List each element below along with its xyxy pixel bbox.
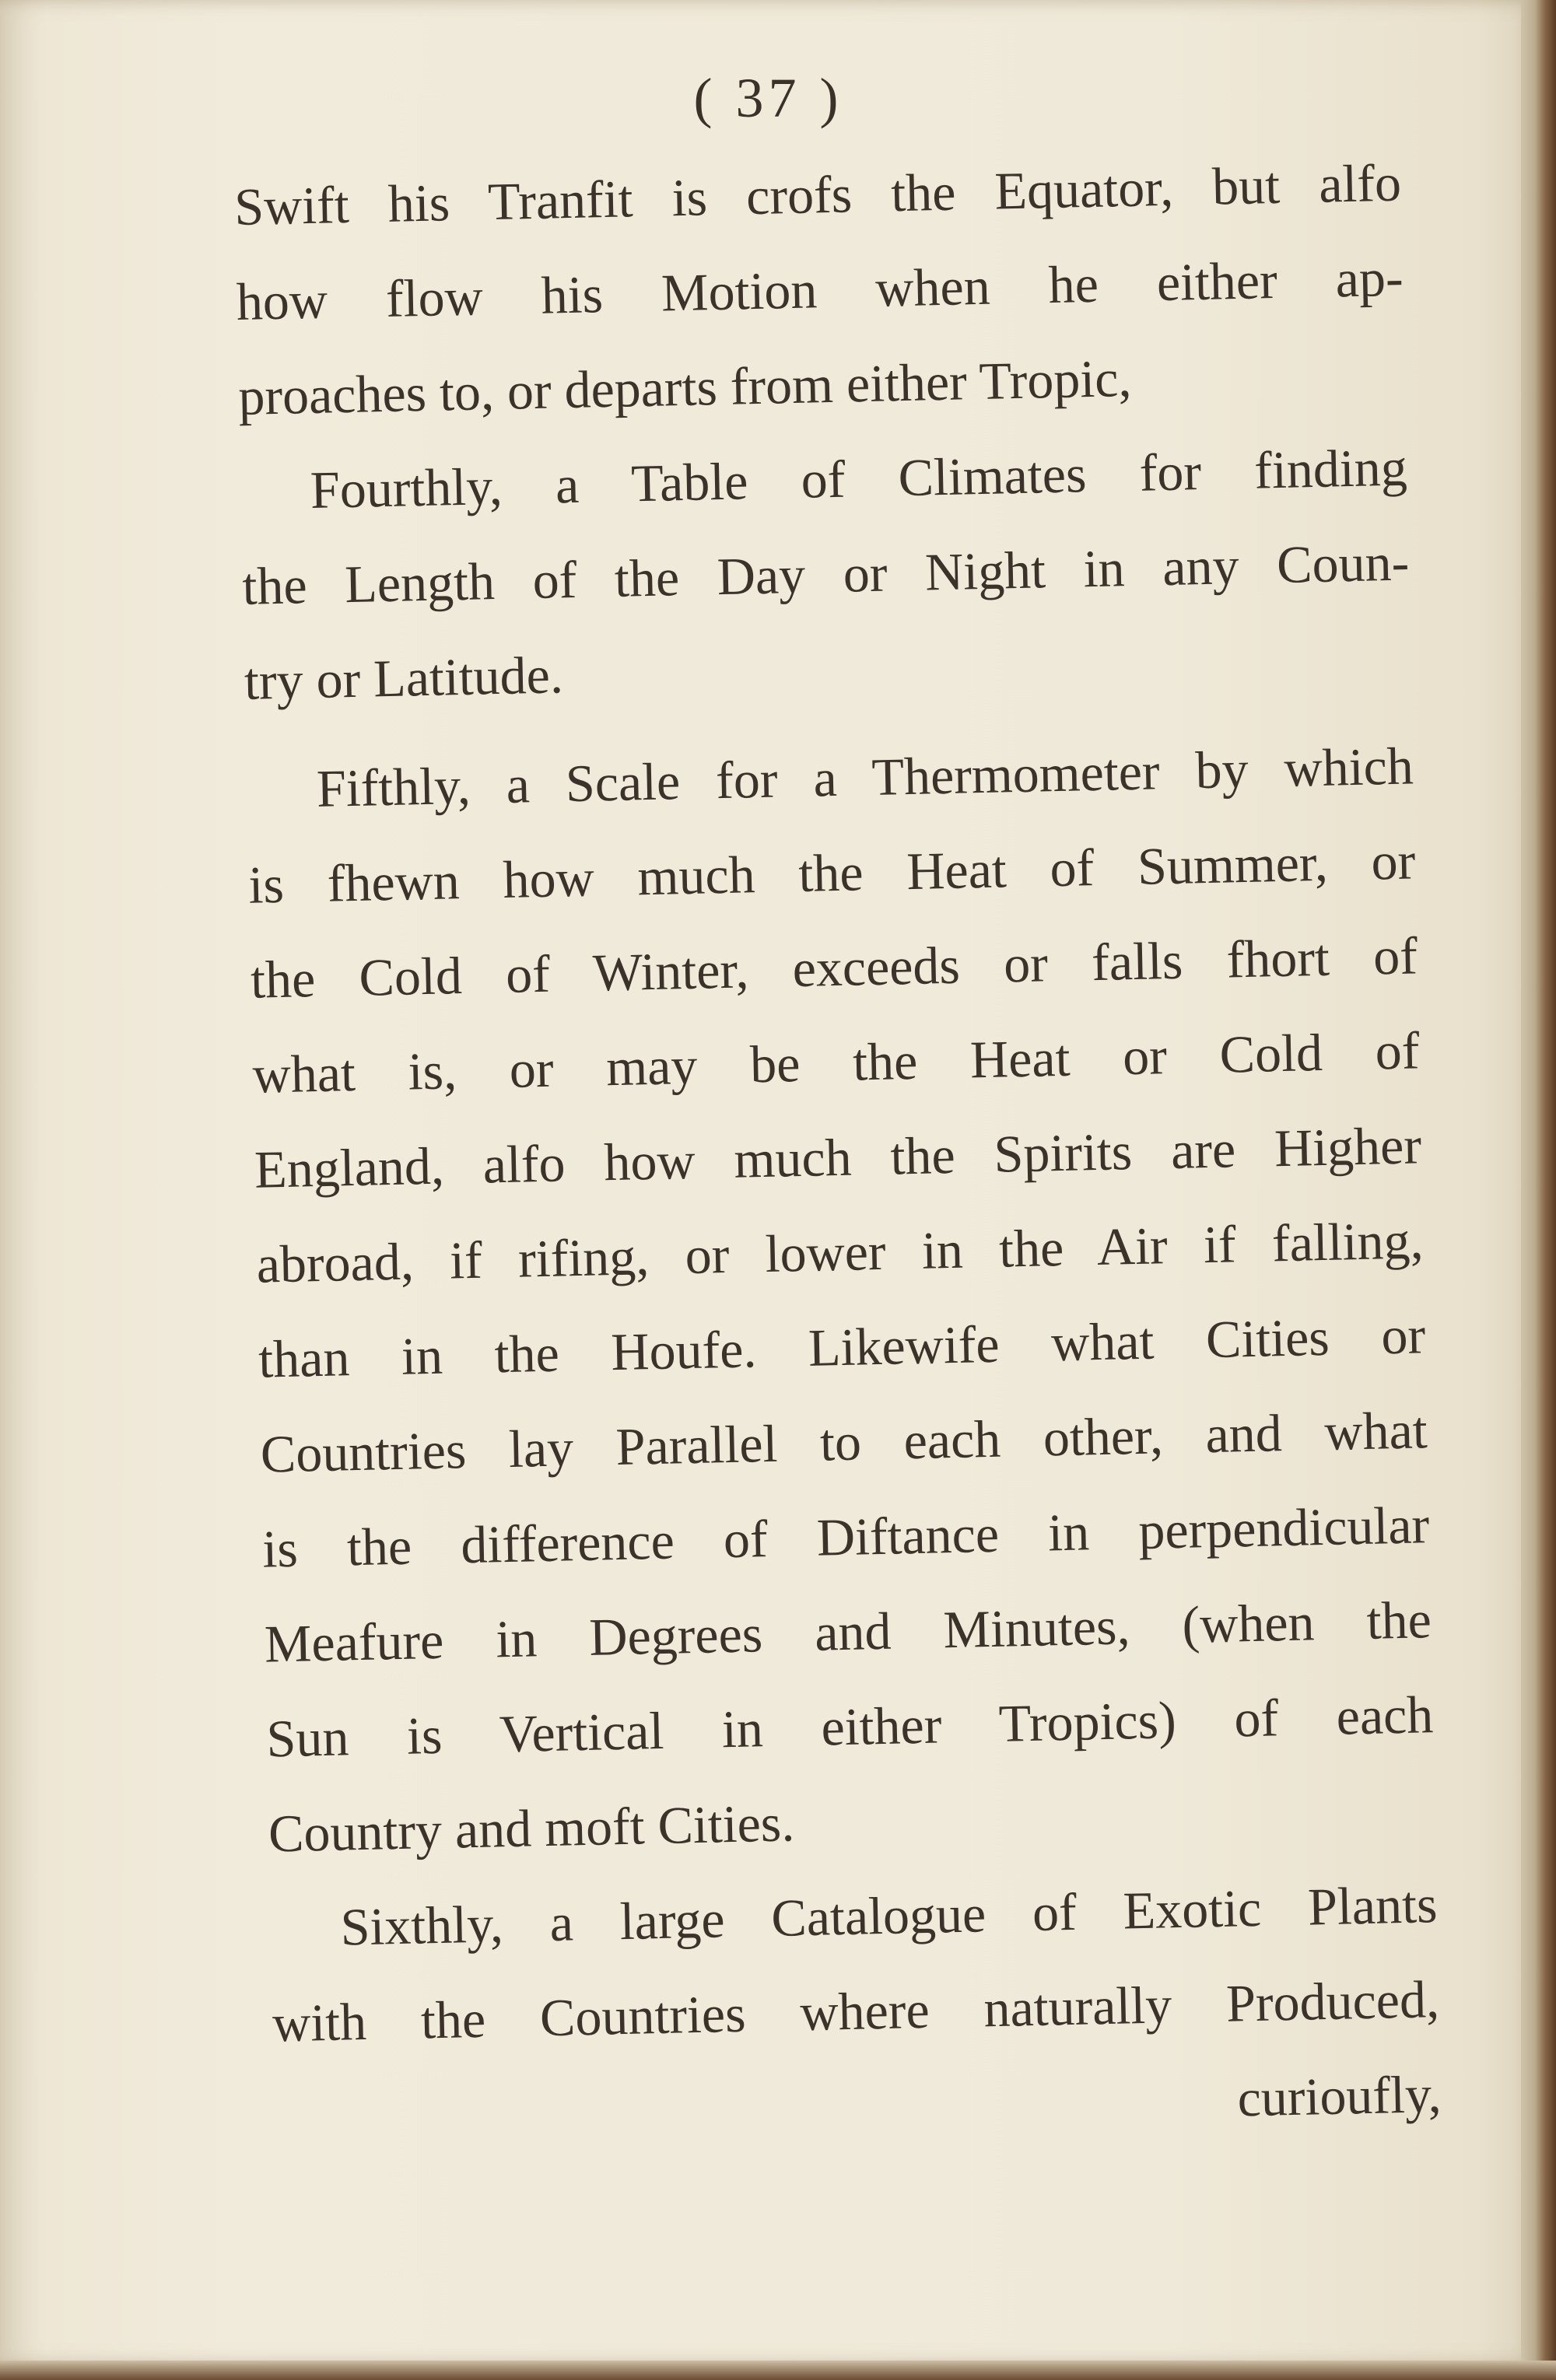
text-line: than in the Houfe. Likewife what Cities or xyxy=(258,1305,1426,1389)
text-line: England, alfo how much the Spirits are Higher xyxy=(254,1115,1422,1199)
text-line: Country and moft Cities. xyxy=(268,1793,795,1864)
text-line: Swift his Tranfit is crofs the Equator, but alfo xyxy=(233,152,1402,236)
text-line: proaches to, or departs from either Tropic, xyxy=(237,348,1133,426)
text-line: Countries lay Parallel to each other, and what xyxy=(260,1400,1428,1484)
text-line: Sixthly, a large Catalogue of Exotic Plants xyxy=(339,1874,1439,1957)
text-line: Fourthly, a Table of Climates for finding xyxy=(310,437,1408,520)
text-line: how flow his Motion when he either ap- xyxy=(236,247,1404,331)
text-line: the Cold of Winter, exceeds or falls fhort of xyxy=(250,926,1418,1010)
page-body xyxy=(233,135,1442,2166)
text-line: is fhewn how much the Heat of Summer, or xyxy=(247,831,1417,915)
text-line: try or Latitude. xyxy=(244,645,564,711)
book-binding-edge xyxy=(1521,0,1556,2380)
text-line: what is, or may be the Heat or Cold of xyxy=(251,1020,1421,1104)
text-line: Fifthly, a Scale for a Thermometer by which xyxy=(316,736,1414,818)
page-number: ( 37 ) xyxy=(693,67,843,129)
text-line: with the Countries where naturally Produced, xyxy=(272,1969,1440,2053)
text-line: Sun is Vertical in either Tropics) of each xyxy=(265,1685,1435,1769)
text-line: abroad, if rifing, or lower in the Air if falling, xyxy=(255,1210,1425,1294)
text-line: is the difference of Diftance in perpendicular xyxy=(261,1495,1430,1579)
text-line: Meafure in Degrees and Minutes, (when the xyxy=(264,1590,1432,1674)
text-line: the Length of the Day or Night in any Coun- xyxy=(241,532,1410,616)
book-bottom-edge xyxy=(0,2361,1556,2380)
catchword: curioufly, xyxy=(1236,2064,1442,2128)
